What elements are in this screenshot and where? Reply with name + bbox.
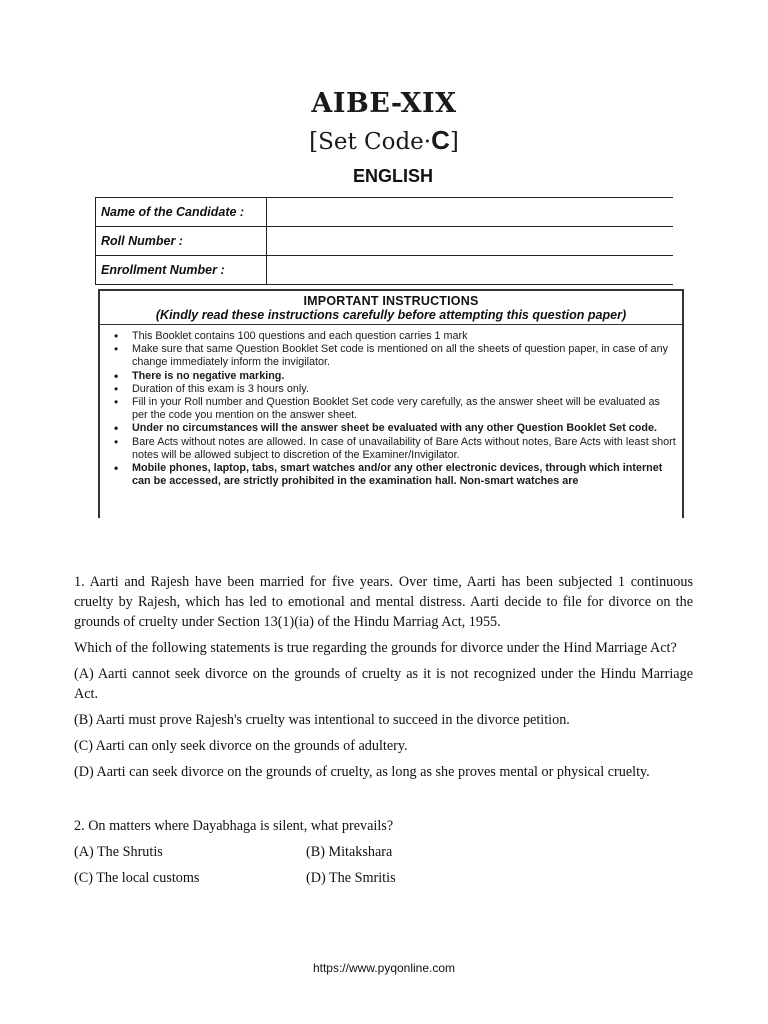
- question-2-options-row-1: [74, 842, 693, 862]
- question-2-option-d: (D) The Smritis: [306, 870, 396, 886]
- instructions-list: [100, 325, 682, 488]
- question-1-option-b: (B) Aarti must prove Rajesh's cruelty was intentional to succeed in the divorce petition.: [74, 712, 570, 728]
- question-2: [74, 816, 693, 888]
- instructions-subheading: (Kindly read these instructions carefully before attempting this question paper): [155, 308, 627, 322]
- candidate-row-name: [96, 198, 674, 227]
- instruction-item: • Duration of this exam is 3 hours only.: [110, 383, 676, 396]
- question-1-stem: 1. Aarti and Rajesh have been married for five years. Over time, Aarti has been subjected 1 continuous cruelty by Rajesh, which has led to emotional and mental distress. Aarti decide to file for divorce on the grounds of cruelty under Section 13(1)(ia) of the Hindu Marriag Act, 1955.: [74, 574, 693, 630]
- candidate-row-enrollment: [96, 256, 674, 285]
- question-1-option-d: (D) Aarti can seek divorce on the grounds of cruelty, as long as she proves mental or physical cruelty.: [74, 764, 650, 780]
- question-1-option-a: (A) Aarti cannot seek divorce on the grounds of cruelty as it is not recognized under the Hindu Marriage Act.: [74, 666, 693, 702]
- question-2-stem: 2. On matters where Dayabhaga is silent, what prevails?: [74, 818, 394, 834]
- instructions-header: [100, 291, 682, 325]
- instruction-item: • There is no negative marking.: [110, 370, 676, 383]
- enrollment-number-label: Enrollment Number :: [96, 256, 267, 285]
- exam-title: AIBE-XIX: [311, 88, 457, 119]
- language-label: ENGLISH: [352, 166, 433, 186]
- set-code-letter: C: [431, 125, 450, 155]
- candidate-details-table: [95, 197, 673, 285]
- candidate-name-field[interactable]: [267, 198, 674, 227]
- roll-number-field[interactable]: [267, 227, 674, 256]
- footer-url[interactable]: https://www.pyqonline.com: [312, 961, 456, 975]
- instruction-item: • Bare Acts without notes are allowed. In case of unavailability of Bare Acts without notes, Bare Acts with least short notes will be allowed subject to discretion of the Examiner/Invigilator.: [110, 436, 676, 462]
- instructions-heading: IMPORTANT INSTRUCTIONS: [303, 294, 479, 308]
- question-2-option-b: (B) Mitakshara: [306, 844, 393, 860]
- candidate-name-label: Name of the Candidate :: [96, 198, 267, 227]
- instruction-item: • Fill in your Roll number and Question Booklet Set code very carefully, as the answer sheet will be evaluated as per the code you mention on the answer sheet.: [110, 396, 676, 422]
- candidate-row-roll: [96, 227, 674, 256]
- question-2-option-a: (A) The Shrutis: [74, 844, 163, 860]
- instruction-item: • This Booklet contains 100 questions and each question carries 1 mark: [110, 330, 676, 343]
- enrollment-number-field[interactable]: [267, 256, 674, 285]
- question-1: [74, 572, 693, 782]
- questions-section: [74, 572, 693, 894]
- set-code-suffix: ]: [449, 129, 459, 155]
- instruction-item: • Under no circumstances will the answer sheet be evaluated with any other Question Booklet Set code.: [110, 422, 676, 435]
- set-code-prefix: [Set Code·: [309, 129, 432, 155]
- roll-number-label: Roll Number :: [96, 227, 267, 256]
- question-2-option-c: (C) The local customs: [74, 870, 200, 886]
- paper-header: [0, 88, 768, 187]
- question-1-option-c: (C) Aarti can only seek divorce on the grounds of adultery.: [74, 738, 408, 754]
- question-2-options-row-2: [74, 868, 693, 888]
- instruction-item: • Mobile phones, laptop, tabs, smart watches and/or any other electronic devices, through which internet can be accessed, are strictly prohibited in the examination hall. Non-smart watches are: [110, 462, 676, 488]
- question-1-prompt: Which of the following statements is true regarding the grounds for divorce under the Hind Marriage Act?: [74, 640, 677, 656]
- set-code: [0, 125, 768, 156]
- instruction-item: • Make sure that same Question Booklet Set code is mentioned on all the sheets of question paper, in case of any change immediately inform the invigilator.: [110, 343, 676, 369]
- instructions-box: [98, 289, 684, 518]
